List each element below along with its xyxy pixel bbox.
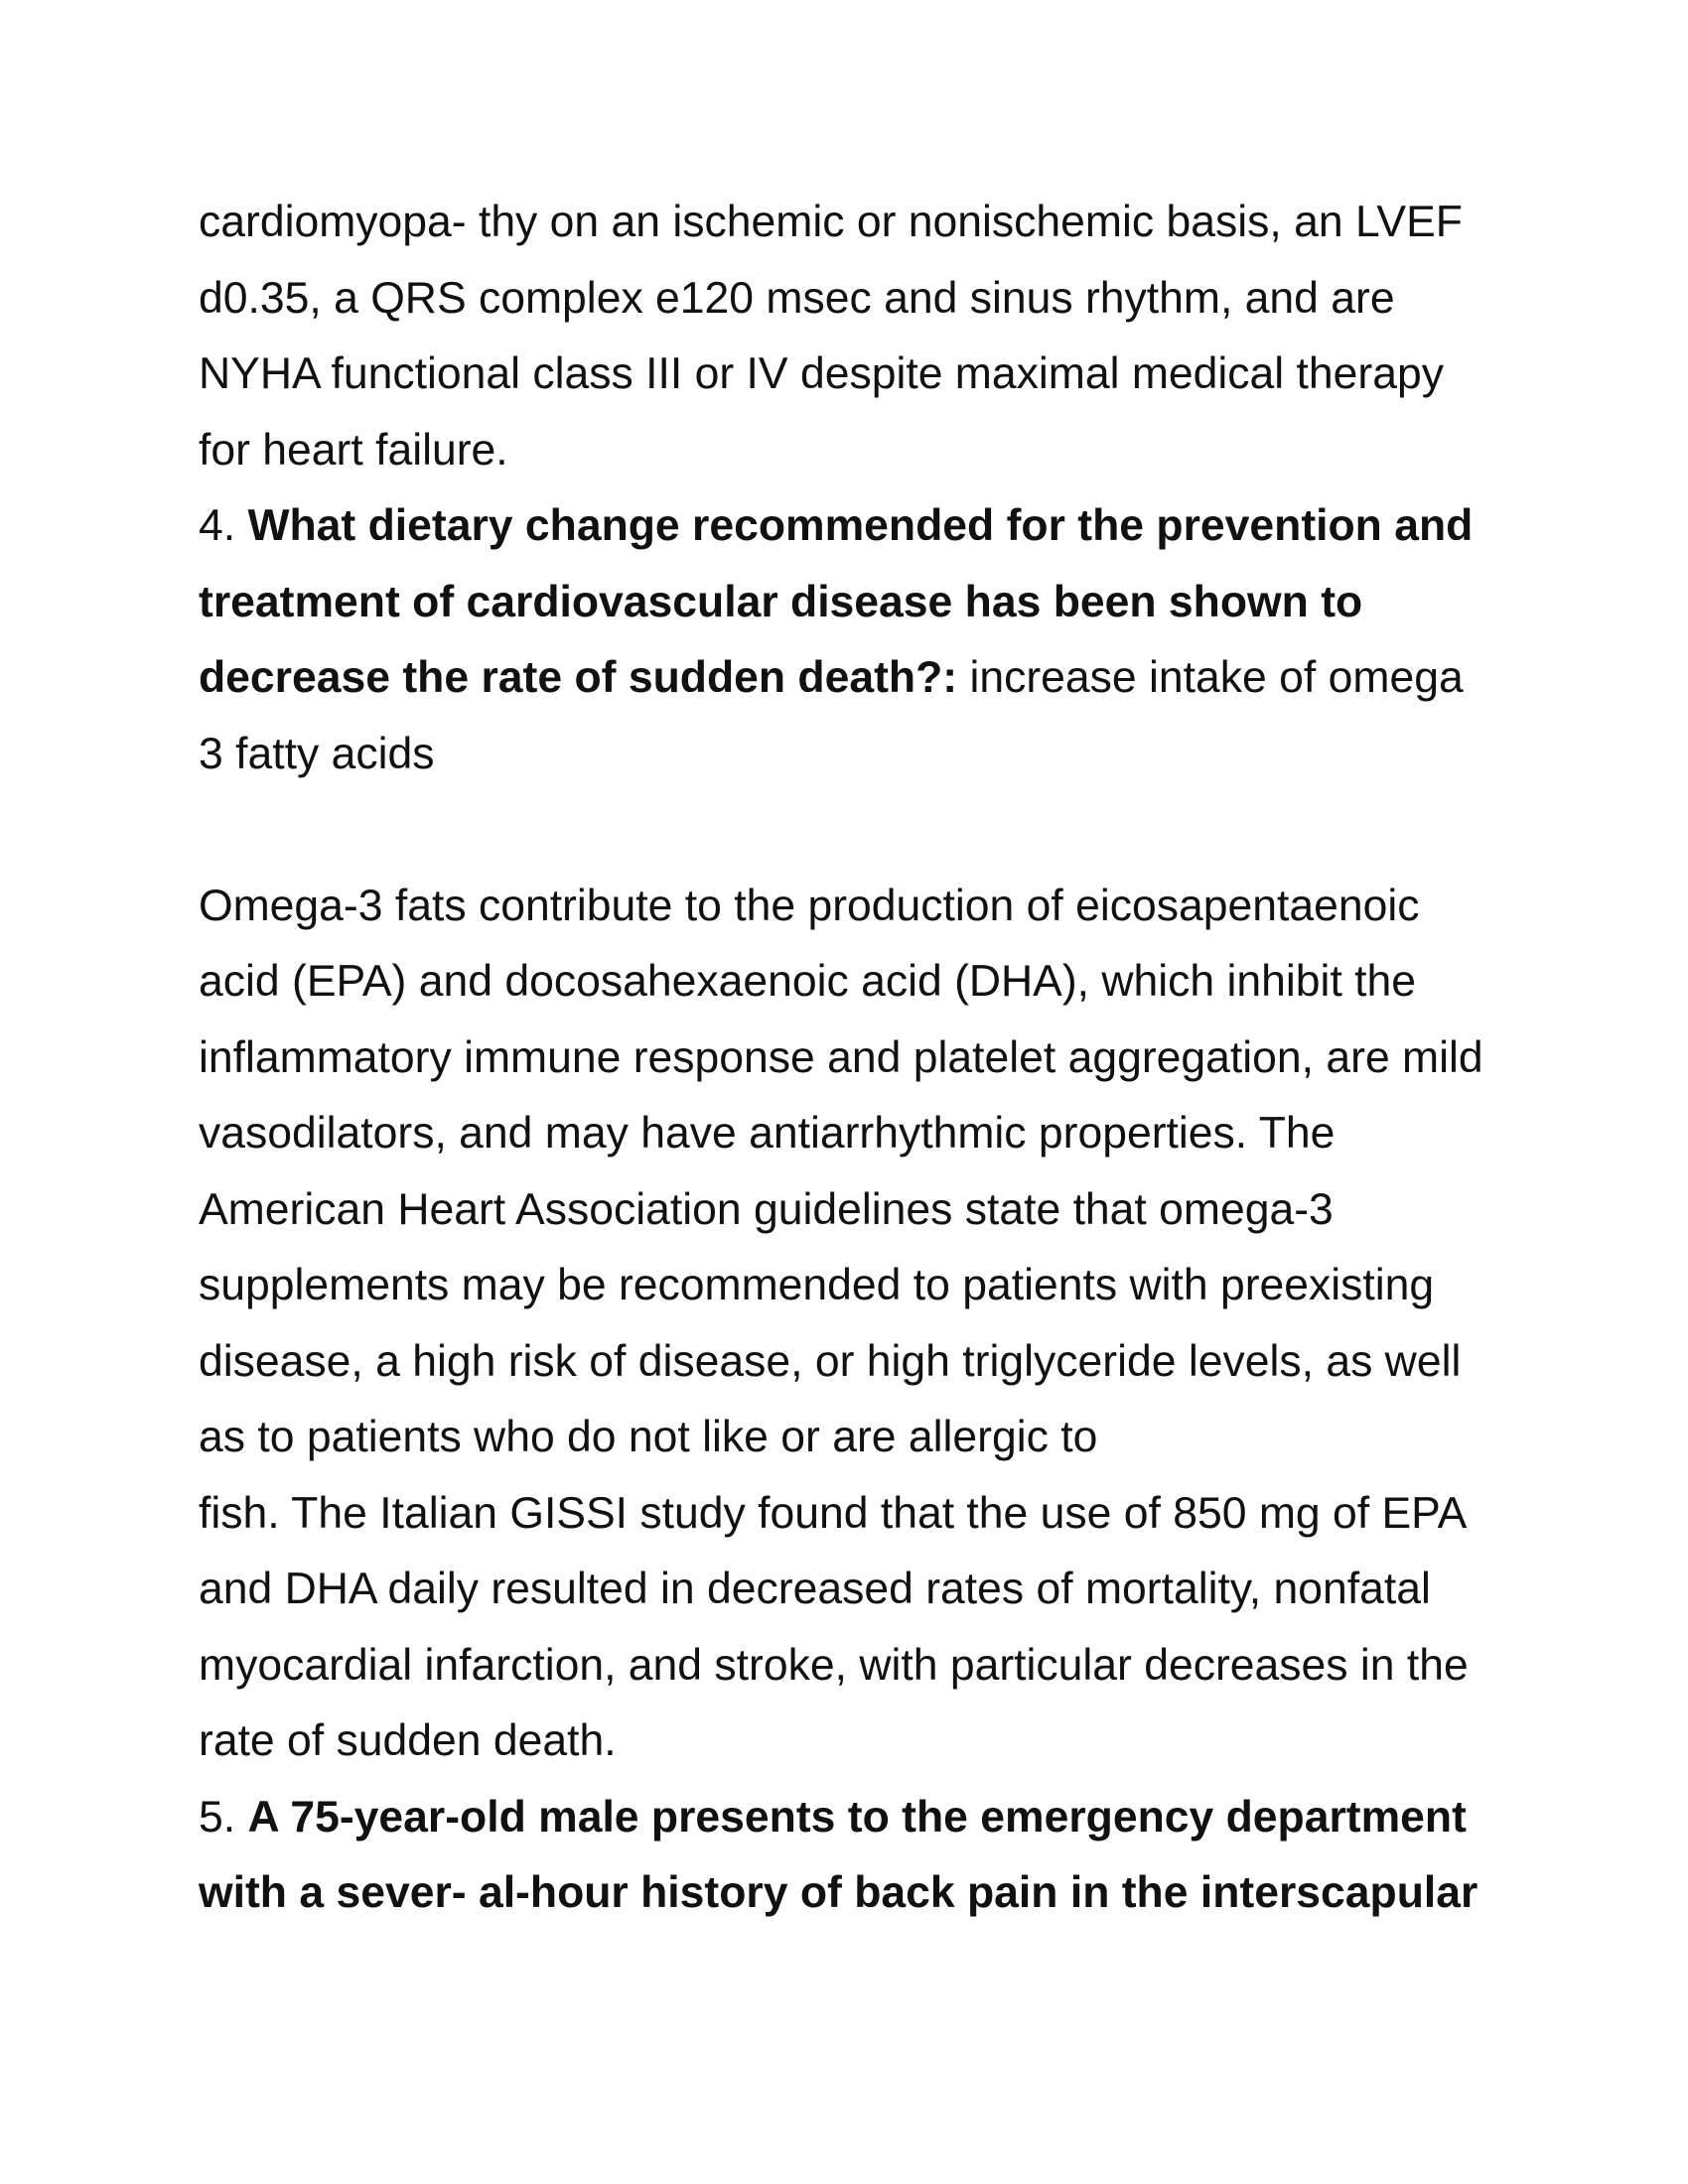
explanation-line: Omega-3 fats contribute to the production of eicosapentaenoic — [199, 881, 1420, 930]
question-4-text: treatment of cardiovascular disease has been shown to — [199, 577, 1363, 626]
question-4-text: What dietary change recommended for the prevention and — [247, 501, 1474, 550]
explanation-line: disease, a high risk of disease, or high triglyceride levels, as well — [199, 1336, 1462, 1386]
question-5-number: 5. — [199, 1792, 248, 1842]
explanation-line: acid (EPA) and docosahexaenoic acid (DHA), which inhibit the — [199, 957, 1417, 1006]
question-4-text: decrease the rate of sudden death?: — [199, 653, 958, 702]
explanation-line: American Heart Association guidelines state that omega-3 — [199, 1184, 1334, 1234]
continuation-line: d0.35, a QRS complex e120 msec and sinus rhythm, and are — [199, 273, 1395, 323]
explanation-line: rate of sudden death. — [199, 1716, 617, 1765]
question-4-number: 4. — [199, 501, 248, 550]
explanation-line: vasodilators, and may have antiarrhythmic properties. The — [199, 1109, 1336, 1158]
question-4-line — [199, 640, 1489, 717]
question-5-line — [199, 1780, 1489, 1856]
explanation-line: inflammatory immune response and platelet aggregation, are mild — [199, 1032, 1483, 1082]
question-4-line — [199, 565, 1489, 641]
question-4-answer-continued: 3 fatty acids — [199, 729, 435, 778]
continuation-line: NYHA functional class III or IV despite maximal medical therapy — [199, 349, 1444, 398]
paragraph-gap — [199, 792, 1489, 869]
continuation-line: cardiomyopa- thy on an ischemic or nonischemic basis, an LVEF — [199, 198, 1463, 246]
question-5-line — [199, 1855, 1489, 1932]
question-4-answer: increase intake of omega — [957, 653, 1464, 702]
explanation-line: and DHA daily resulted in decreased rates of mortality, nonfatal — [199, 1565, 1431, 1613]
explanation-line: fish. The Italian GISSI study found that the use of 850 mg of EPA — [199, 1488, 1468, 1538]
page-content — [199, 185, 1489, 1932]
explanation-line: supplements may be recommended to patients with preexisting — [199, 1261, 1435, 1309]
question-5-text: A 75-year-old male presents to the emergency department — [247, 1792, 1467, 1842]
question-4-line — [199, 488, 1489, 565]
continuation-line: for heart failure. — [199, 425, 508, 475]
explanation-line: as to patients who do not like or are allergic to — [199, 1413, 1098, 1461]
explanation-line: myocardial infarction, and stroke, with particular decreases in the — [199, 1640, 1469, 1690]
question-5-text: with a sever- al-hour history of back pain in the interscapular — [199, 1868, 1478, 1917]
